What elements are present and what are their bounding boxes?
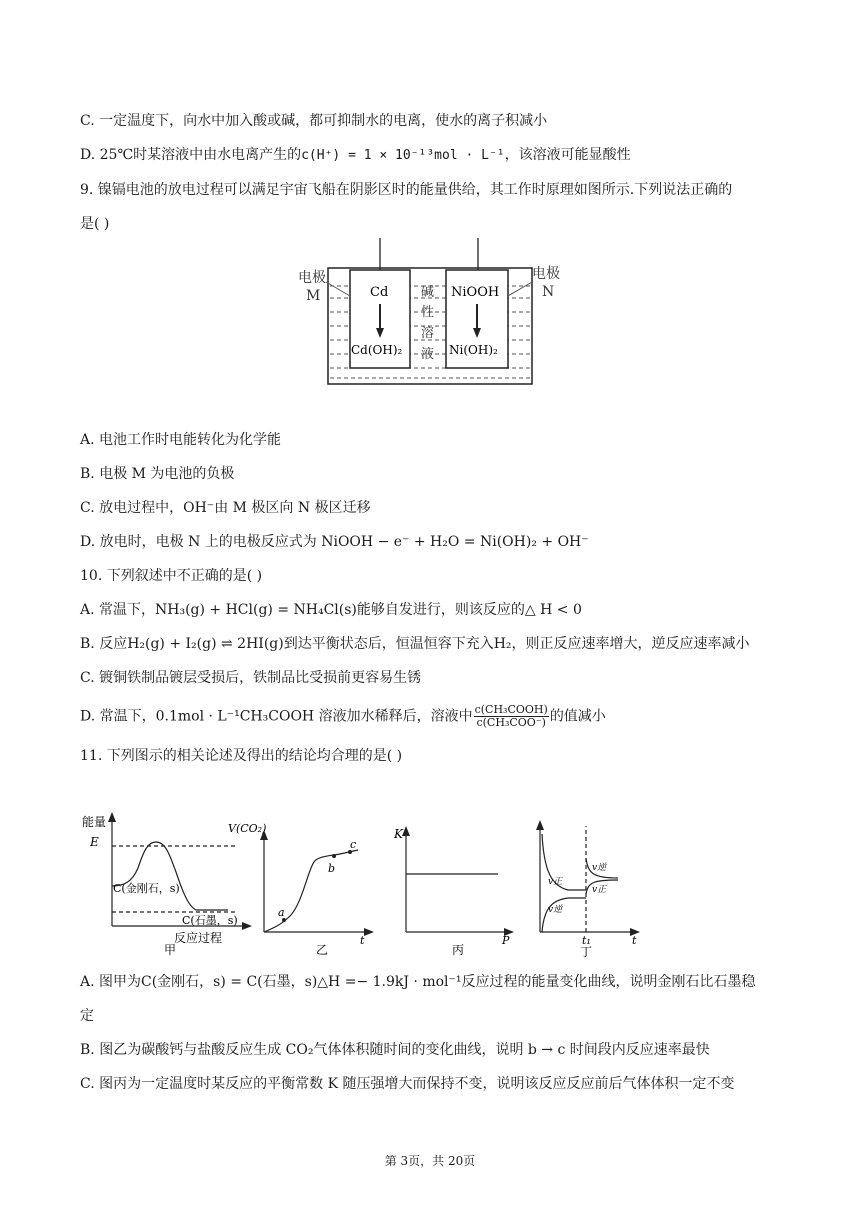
q9-stem-line1: 9. 镍镉电池的放电过程可以满足宇宙飞船在阴影区时的能量供给，其工作时原理如图所示.下列说法正确的: [80, 182, 733, 198]
q10-option-c: C. 镀铜铁制品镀层受损后，铁制品比受损前更容易生锈: [80, 670, 422, 686]
yi-point-a: a: [278, 906, 285, 919]
yi-point-b: b: [328, 862, 336, 875]
bing-name: 丙: [452, 943, 465, 957]
q8-d-expr: c(H⁺) = 1 × 10⁻¹³mol · L⁻¹: [301, 148, 505, 163]
q9-option-a: A. 电池工作时电能转化为化学能: [80, 432, 282, 448]
q9-stem-line2: 是( ): [80, 216, 110, 232]
q10-option-b: B. 反应H₂(g) + I₂(g) ⇌ 2HI(g)到达平衡状态后，恒温恒容下充入H₂，则正反应速率增大，逆反应速率减小: [80, 636, 750, 652]
ding-v3: v逆: [592, 863, 607, 873]
electrolyte-char-1: 碱: [421, 285, 435, 300]
nicd-battery-diagram: [290, 236, 580, 388]
page-footer: 第 3页，共 20页: [384, 1154, 476, 1168]
q9-option-b: B. 电极 M 为电池的负极: [80, 466, 235, 482]
q11-stem: 11. 下列图示的相关论述及得出的结论均合理的是( ): [80, 748, 403, 764]
electrode-n-label-2: N: [542, 284, 555, 300]
q8-option-c: C. 一定温度下，向水中加入酸或碱，都可抑制水的电离，使水的离子积减小: [80, 113, 548, 129]
q11-option-c: C. 图丙为一定温度时某反应的平衡常数 K 随压强增大而保持不变，说明该反应反应前后气体体积一定不变: [80, 1076, 735, 1092]
q8-d-pre: D. 25℃时某溶液中由水电离产生的: [80, 147, 302, 163]
bing-ylabel: K: [394, 827, 403, 841]
ding-v1: v正: [548, 877, 563, 887]
q11-option-a-line1: A. 图甲为C(金刚石，s) = C(石墨，s)△H =− 1.9kJ · mol⁻¹反应过程的能量变化曲线，说明金刚石比石墨稳: [80, 974, 756, 990]
q11-graphs: [78, 808, 648, 960]
q10-d-post: 的值减小: [549, 708, 606, 725]
electrode-m-label-1: 电极: [298, 270, 326, 286]
q10-stem: 10. 下列叙述中不正确的是( ): [80, 568, 263, 584]
jia-e-label: E: [90, 835, 99, 849]
ding-t: t: [632, 934, 637, 947]
electrode-m-label-2: M: [306, 288, 321, 304]
fraction-numerator: c(CH₃COOH): [474, 703, 548, 716]
jia-ylabel: 能量: [82, 815, 107, 829]
q10-d-pre: D. 常温下，0.1mol · L⁻¹CH₃COOH 溶液加水稀释后，溶液中: [80, 708, 473, 725]
jia-graphite-label: C(石墨，s): [182, 914, 238, 927]
fraction-denominator: c(CH₃COO⁻): [476, 716, 546, 729]
electrolyte-char-4: 液: [421, 347, 435, 362]
jia-name: 甲: [164, 943, 177, 957]
cd-label: Cd: [370, 285, 389, 300]
q8-option-d: [80, 145, 631, 166]
q11-option-a-line2: 定: [80, 1008, 94, 1024]
yi-name: 乙: [316, 943, 329, 957]
ding-v2: v逆: [548, 905, 563, 915]
q8-d-post: ，该溶液可能显酸性: [504, 147, 631, 163]
ding-v4: v正: [592, 885, 607, 895]
q9-option-c: C. 放电过程中，OH⁻由 M 极区向 N 极区迁移: [80, 500, 371, 516]
cdoh2-label: Cd(OH)₂: [351, 343, 403, 357]
q10-option-a: A. 常温下，NH₃(g) + HCl(g) = NH₄Cl(s)能够自发进行，则该反应的△ H < 0: [80, 602, 582, 618]
ding-t1: t₁: [582, 934, 591, 947]
bing-xlabel: P: [502, 934, 510, 947]
q9-option-d: D. 放电时，电极 N 上的电极反应式为 NiOOH − e⁻ + H₂O = Ni(OH)₂ + OH⁻: [80, 534, 589, 550]
yi-point-c: c: [350, 838, 357, 851]
q10-option-d: [80, 704, 606, 729]
electrolyte-char-3: 溶: [421, 326, 435, 341]
ding-name: 丁: [580, 945, 593, 959]
jia-diamond-label: C(金刚石，s): [113, 882, 180, 895]
electrolyte-char-2: 性: [421, 305, 435, 320]
yi-ylabel: V(CO₂): [228, 822, 267, 835]
niooh-label: NiOOH: [451, 285, 500, 300]
ratio-fraction: [474, 704, 549, 729]
q11-option-b: B. 图乙为碳酸钙与盐酸反应生成 CO₂气体体积随时间的变化曲线，说明 b → c 时间段内反应速率最快: [80, 1042, 710, 1058]
yi-t: t: [360, 934, 365, 947]
electrode-n-label-1: 电极: [532, 266, 560, 282]
jia-xlabel: 反应过程: [174, 931, 223, 945]
nioh2-label: Ni(OH)₂: [449, 343, 498, 357]
